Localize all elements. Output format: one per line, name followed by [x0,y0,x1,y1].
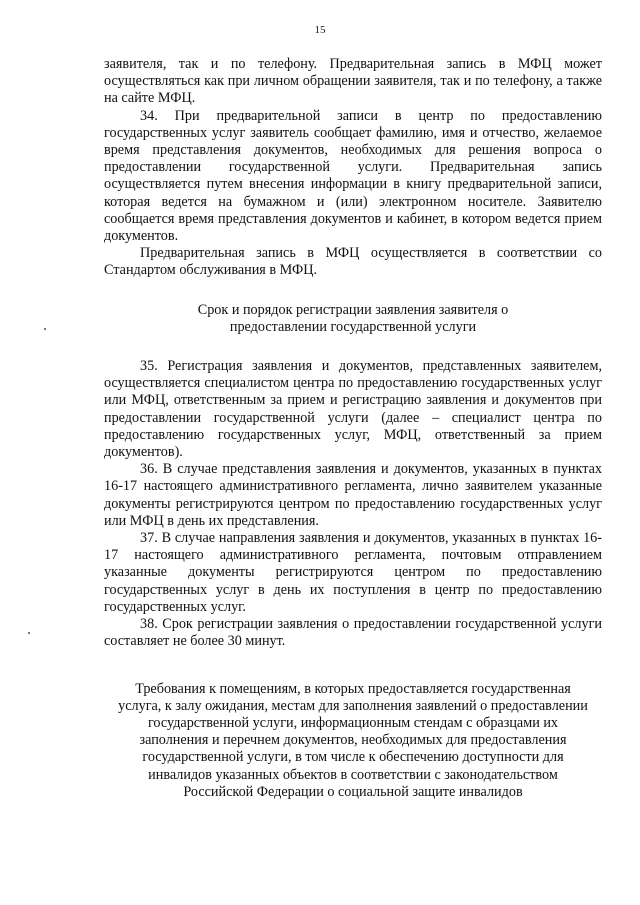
paragraph-37: 37. В случае направления заявления и документов, указанных в пунктах 16-17 настоящего административного регламента, почтовым отправлением указанные документы регистрируются центром по предоставлению государственных услуг в день их поступления в центр по предоставлению государственных услуг. [104,530,602,615]
paragraph-38: 38. Срок регистрации заявления о предоставлении государственной услуги составляет не более 30 минут. [104,616,602,650]
document-body [104,56,602,801]
paragraph-36: 36. В случае представления заявления и документов, указанных в пунктах 16-17 настоящего административного регламента, лично заявителем указанные документы регистрируются центром по предоставлению государственных услуг или МФЦ в день их представления. [104,461,602,529]
page-number: 15 [314,24,326,36]
scan-speck [28,632,30,634]
paragraph-34: 34. При предварительной записи в центр по предоставлению государственных услуг заявитель сообщает фамилию, имя и отчество, желаемое время представления документов, необходимых для решения вопроса о предоставлении государственной услуги. Предварительная запись осуществляется путем внесения информации в книгу предварительной записи, которая ведется на бумажном и (или) электронном носителе. Заявителю сообщается время представления документов и кабинет, в котором ведется прием документов. [104,107,602,245]
section-heading-premises: Требования к помещениям, в которых предоставляется государственная услуга, к залу ожидания, местам для заполнения заявлений о предоставлении государственной услуги, информационным стендам с образцами их заполнения и перечнем документов, необходимых для предоставления государственной услуги, в том числе к обеспечению доступности для инвалидов указанных объектов в соответствии с законодательством Российской Федерации о социальной защите инвалидов [118,680,588,800]
scan-speck [44,328,46,330]
paragraph-continuation: заявителя, так и по телефону. Предварительная запись в МФЦ может осуществляться как при личном обращении заявителя, так и по телефону, а также на сайте МФЦ. [104,56,602,107]
section-heading-registration: Срок и порядок регистрации заявления заявителя о предоставлении государственной услуги [197,301,509,335]
paragraph-mfc-standard: Предварительная запись в МФЦ осуществляется в соответствии со Стандартом обслуживания в МФЦ. [104,245,602,279]
paragraph-35: 35. Регистрация заявления и документов, представленных заявителем, осуществляется специалистом центра по предоставлению государственных услуг или МФЦ, ответственным за прием и регистрацию заявления и документов при предоставлении государственной услуги (далее – специалист центра по предоставлению государственных услуг, МФЦ, ответственный за прием документов). [104,358,602,461]
